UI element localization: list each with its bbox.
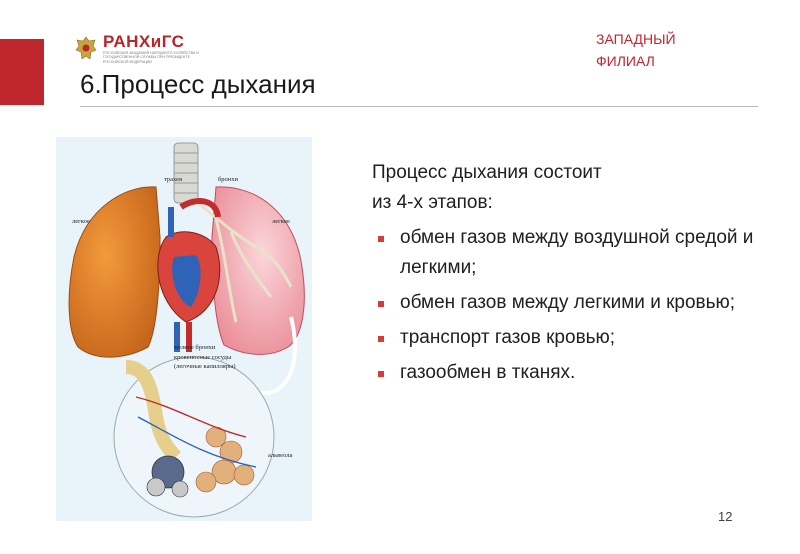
label-alveolus: альвеола [268, 452, 293, 459]
logo-title: РАНХиГС [103, 32, 185, 51]
logo [75, 33, 207, 64]
list-item: обмен газов между легкими и кровью; [372, 288, 772, 318]
branch-name [596, 28, 676, 72]
page-title: 6.Процесс дыхания [80, 69, 316, 99]
label-vessels-2: (легочные капилляры) [174, 363, 236, 370]
emblem-icon [75, 36, 97, 62]
label-vessels-1: кровеносные сосуды [174, 354, 232, 361]
label-bronchi: бронхи [218, 176, 239, 183]
page-number: 12 [718, 509, 733, 524]
left-lung-shape [69, 187, 160, 357]
slide-content [372, 158, 772, 388]
list-item: обмен газов между воздушной средой и легкими; [372, 223, 772, 283]
branch-line-1: ЗАПАДНЫЙ [596, 31, 676, 47]
logo-subtitle: РОССИЙСКАЯ АКАДЕМИЯ НАРОДНОГО ХОЗЯЙСТВА И ГОСУДАРСТВЕННОЙ СЛУЖБЫ ПРИ ПРЕЗИДЕНТЕ РОССИЙСКОЙ ФЕДЕРАЦИИ [103, 51, 199, 64]
trachea-shape [174, 143, 198, 203]
stages-list [372, 223, 772, 388]
label-small-bronchi: мелкие бронхи [174, 344, 216, 351]
list-item: газообмен в тканях. [372, 358, 772, 388]
list-item: транспорт газов кровью; [372, 323, 772, 353]
intro-line-1: Процесс дыхания состоит [372, 162, 602, 183]
title-divider [80, 106, 758, 107]
heart-shape [158, 201, 220, 322]
alveoli-detail-circle [114, 357, 274, 517]
intro-line-2: из 4-х этапов: [372, 192, 493, 213]
respiratory-illustration [56, 137, 312, 521]
label-lung-left: легкое [72, 218, 90, 225]
red-accent-tab [0, 39, 44, 105]
label-trachea: трахея [164, 176, 183, 183]
branch-line-2: ФИЛИАЛ [596, 53, 655, 69]
label-lung-right: легкое [272, 218, 290, 225]
respiratory-system-svg [56, 137, 312, 521]
